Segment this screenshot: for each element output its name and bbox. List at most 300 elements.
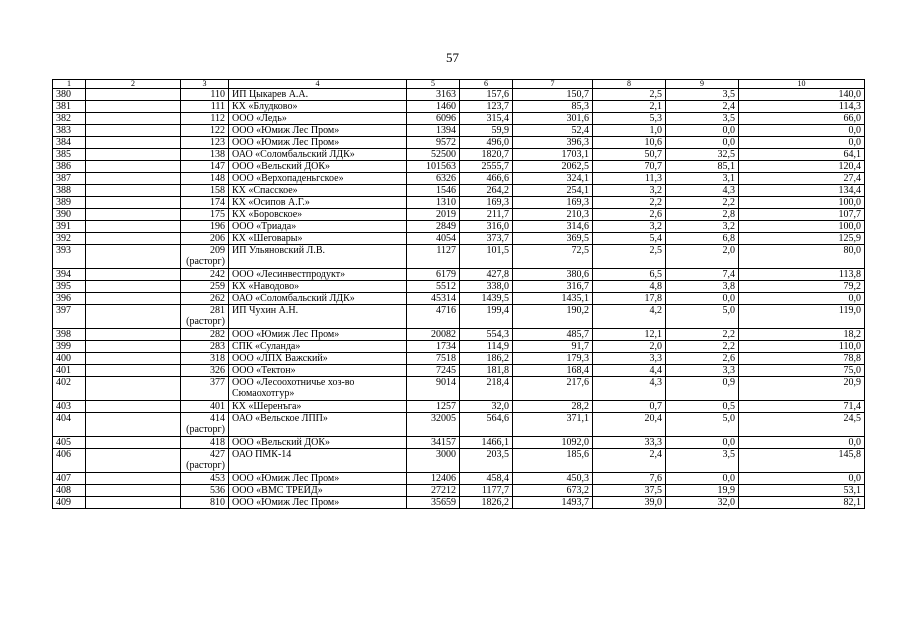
organization-cell: КХ «Блудково» [229, 101, 407, 113]
row-number-cell: 386 [53, 161, 86, 173]
value-cell: 450,3 [513, 473, 593, 485]
empty-cell [86, 341, 181, 353]
value-cell: 0,0 [666, 125, 739, 137]
column-header: 4 [229, 80, 407, 89]
value-cell: 53,1 [739, 485, 865, 497]
value-cell: 11,3 [593, 173, 666, 185]
organization-cell: ОАО «Вельское ЛПП» [229, 413, 407, 437]
organization-cell: ООО «ВМС ТРЕЙД» [229, 485, 407, 497]
value-cell: 2,0 [666, 245, 739, 269]
value-cell: 150,7 [513, 89, 593, 101]
code-cell: 281 (расторг) [181, 305, 229, 329]
value-cell: 0,5 [666, 401, 739, 413]
table-row [53, 173, 865, 185]
value-cell: 110,0 [739, 341, 865, 353]
row-number-cell: 397 [53, 305, 86, 329]
column-header: 2 [86, 80, 181, 89]
value-cell: 134,4 [739, 185, 865, 197]
column-header: 9 [666, 80, 739, 89]
value-cell: 9014 [407, 377, 460, 401]
value-cell: 85,1 [666, 161, 739, 173]
value-cell: 2,0 [593, 341, 666, 353]
row-number-cell: 389 [53, 197, 86, 209]
table-row [53, 89, 865, 101]
empty-cell [86, 401, 181, 413]
organization-cell: КХ «Боровское» [229, 209, 407, 221]
organization-cell: ООО «Юмиж Лес Пром» [229, 137, 407, 149]
value-cell: 2849 [407, 221, 460, 233]
value-cell: 2,1 [593, 101, 666, 113]
page-number: 57 [446, 50, 459, 65]
code-cell: 414 (расторг) [181, 413, 229, 437]
value-cell: 2,6 [666, 353, 739, 365]
value-cell: 1820,7 [460, 149, 513, 161]
code-cell: 283 [181, 341, 229, 353]
empty-cell [86, 233, 181, 245]
organization-cell: ООО «Юмиж Лес Пром» [229, 125, 407, 137]
value-cell: 64,1 [739, 149, 865, 161]
value-cell: 17,8 [593, 293, 666, 305]
empty-cell [86, 137, 181, 149]
organization-cell: ООО «Триада» [229, 221, 407, 233]
row-number-cell: 395 [53, 281, 86, 293]
organization-cell: ИП Ульяновский Л.В. [229, 245, 407, 269]
value-cell: 91,7 [513, 341, 593, 353]
row-number-cell: 385 [53, 149, 86, 161]
value-cell: 0,0 [666, 293, 739, 305]
table-row [53, 221, 865, 233]
value-cell: 100,0 [739, 197, 865, 209]
value-cell: 564,6 [460, 413, 513, 437]
value-cell: 82,1 [739, 497, 865, 509]
organization-cell: ОАО ПМК-14 [229, 449, 407, 473]
value-cell: 0,9 [666, 377, 739, 401]
value-cell: 52500 [407, 149, 460, 161]
row-number-cell: 403 [53, 401, 86, 413]
table-row [53, 149, 865, 161]
value-cell: 369,5 [513, 233, 593, 245]
organization-cell: ООО «Лесинвестпродукт» [229, 269, 407, 281]
value-cell: 12,1 [593, 329, 666, 341]
empty-cell [86, 161, 181, 173]
value-cell: 673,2 [513, 485, 593, 497]
value-cell: 4054 [407, 233, 460, 245]
value-cell: 0,0 [739, 293, 865, 305]
row-number-cell: 388 [53, 185, 86, 197]
row-number-cell: 396 [53, 293, 86, 305]
value-cell: 1177,7 [460, 485, 513, 497]
value-cell: 3,1 [666, 173, 739, 185]
value-cell: 2062,5 [513, 161, 593, 173]
column-header: 7 [513, 80, 593, 89]
value-cell: 2,2 [666, 341, 739, 353]
value-cell: 72,5 [513, 245, 593, 269]
value-cell: 6,5 [593, 269, 666, 281]
value-cell: 145,8 [739, 449, 865, 473]
value-cell: 0,0 [666, 473, 739, 485]
organization-cell: ООО «Вельский ДОК» [229, 437, 407, 449]
table-row [53, 365, 865, 377]
code-cell: 427 (расторг) [181, 449, 229, 473]
value-cell: 119,0 [739, 305, 865, 329]
value-cell: 157,6 [460, 89, 513, 101]
code-cell: 175 [181, 209, 229, 221]
organization-cell: СПК «Суланда» [229, 341, 407, 353]
code-cell: 174 [181, 197, 229, 209]
organization-cell: КХ «Осипов А.Г.» [229, 197, 407, 209]
value-cell: 371,1 [513, 413, 593, 437]
value-cell: 66,0 [739, 113, 865, 125]
table-row [53, 497, 865, 509]
table-row [53, 437, 865, 449]
row-number-cell: 405 [53, 437, 86, 449]
value-cell: 75,0 [739, 365, 865, 377]
row-number-cell: 392 [53, 233, 86, 245]
empty-cell [86, 473, 181, 485]
organization-cell: КХ «Шеговары» [229, 233, 407, 245]
value-cell: 380,6 [513, 269, 593, 281]
value-cell: 1460 [407, 101, 460, 113]
table-row [53, 281, 865, 293]
code-cell: 259 [181, 281, 229, 293]
value-cell: 125,9 [739, 233, 865, 245]
code-cell: 242 [181, 269, 229, 281]
value-cell: 6326 [407, 173, 460, 185]
value-cell: 4716 [407, 305, 460, 329]
value-cell: 19,9 [666, 485, 739, 497]
value-cell: 1703,1 [513, 149, 593, 161]
column-header: 3 [181, 80, 229, 89]
value-cell: 70,7 [593, 161, 666, 173]
empty-cell [86, 173, 181, 185]
empty-cell [86, 101, 181, 113]
value-cell: 4,2 [593, 305, 666, 329]
value-cell: 3,5 [666, 449, 739, 473]
value-cell: 458,4 [460, 473, 513, 485]
code-cell: 123 [181, 137, 229, 149]
code-cell: 138 [181, 149, 229, 161]
value-cell: 5,0 [666, 413, 739, 437]
value-cell: 32005 [407, 413, 460, 437]
organization-cell: ООО «Юмиж Лес Пром» [229, 473, 407, 485]
value-cell: 0,0 [666, 137, 739, 149]
table-row [53, 485, 865, 497]
empty-cell [86, 245, 181, 269]
code-cell: 377 [181, 377, 229, 401]
empty-cell [86, 413, 181, 437]
organization-cell: ООО «Юмиж Лес Пром» [229, 497, 407, 509]
code-cell: 110 [181, 89, 229, 101]
value-cell: 396,3 [513, 137, 593, 149]
value-cell: 101,5 [460, 245, 513, 269]
value-cell: 185,6 [513, 449, 593, 473]
row-number-cell: 400 [53, 353, 86, 365]
value-cell: 7,4 [666, 269, 739, 281]
empty-cell [86, 125, 181, 137]
row-number-cell: 391 [53, 221, 86, 233]
value-cell: 203,5 [460, 449, 513, 473]
row-number-cell: 381 [53, 101, 86, 113]
value-cell: 314,6 [513, 221, 593, 233]
organization-cell: КХ «Шеренъга» [229, 401, 407, 413]
value-cell: 2,2 [593, 197, 666, 209]
value-cell: 3,2 [593, 185, 666, 197]
value-cell: 1734 [407, 341, 460, 353]
value-cell: 4,4 [593, 365, 666, 377]
value-cell: 3000 [407, 449, 460, 473]
empty-cell [86, 89, 181, 101]
value-cell: 32,5 [666, 149, 739, 161]
value-cell: 71,4 [739, 401, 865, 413]
value-cell: 32,0 [460, 401, 513, 413]
row-number-cell: 383 [53, 125, 86, 137]
value-cell: 4,3 [593, 377, 666, 401]
organization-cell: ОАО «Соломбальский ЛДК» [229, 293, 407, 305]
value-cell: 1439,5 [460, 293, 513, 305]
table-row [53, 293, 865, 305]
empty-cell [86, 329, 181, 341]
row-number-cell: 384 [53, 137, 86, 149]
code-cell: 401 [181, 401, 229, 413]
column-number-row [53, 80, 865, 89]
organization-cell: КХ «Спасское» [229, 185, 407, 197]
code-cell: 206 [181, 233, 229, 245]
value-cell: 28,2 [513, 401, 593, 413]
row-number-cell: 402 [53, 377, 86, 401]
value-cell: 210,3 [513, 209, 593, 221]
value-cell: 2,4 [666, 101, 739, 113]
value-cell: 80,0 [739, 245, 865, 269]
code-cell: 196 [181, 221, 229, 233]
column-header: 1 [53, 80, 86, 89]
value-cell: 324,1 [513, 173, 593, 185]
value-cell: 5,3 [593, 113, 666, 125]
value-cell: 32,0 [666, 497, 739, 509]
code-cell: 810 [181, 497, 229, 509]
value-cell: 466,6 [460, 173, 513, 185]
value-cell: 218,4 [460, 377, 513, 401]
value-cell: 85,3 [513, 101, 593, 113]
value-cell: 0,0 [739, 437, 865, 449]
value-cell: 1092,0 [513, 437, 593, 449]
value-cell: 3,8 [666, 281, 739, 293]
row-number-cell: 398 [53, 329, 86, 341]
value-cell: 181,8 [460, 365, 513, 377]
empty-cell [86, 485, 181, 497]
row-number-cell: 390 [53, 209, 86, 221]
code-cell: 122 [181, 125, 229, 137]
value-cell: 211,7 [460, 209, 513, 221]
code-cell: 536 [181, 485, 229, 497]
row-number-cell: 393 [53, 245, 86, 269]
empty-cell [86, 149, 181, 161]
value-cell: 78,8 [739, 353, 865, 365]
value-cell: 3,5 [666, 89, 739, 101]
value-cell: 114,9 [460, 341, 513, 353]
value-cell: 59,9 [460, 125, 513, 137]
row-number-cell: 406 [53, 449, 86, 473]
row-number-cell: 382 [53, 113, 86, 125]
value-cell: 20,4 [593, 413, 666, 437]
value-cell: 0,0 [739, 137, 865, 149]
value-cell: 18,2 [739, 329, 865, 341]
organization-cell: ИП Чухин А.Н. [229, 305, 407, 329]
table-row [53, 341, 865, 353]
table-row [53, 305, 865, 329]
value-cell: 3163 [407, 89, 460, 101]
value-cell: 169,3 [513, 197, 593, 209]
value-cell: 2,6 [593, 209, 666, 221]
value-cell: 338,0 [460, 281, 513, 293]
table-row [53, 101, 865, 113]
value-cell: 1466,1 [460, 437, 513, 449]
value-cell: 2,2 [666, 329, 739, 341]
value-cell: 168,4 [513, 365, 593, 377]
code-cell: 147 [181, 161, 229, 173]
row-number-cell: 408 [53, 485, 86, 497]
organization-cell: ООО «Юмиж Лес Пром» [229, 329, 407, 341]
empty-cell [86, 449, 181, 473]
value-cell: 485,7 [513, 329, 593, 341]
empty-cell [86, 197, 181, 209]
value-cell: 7,6 [593, 473, 666, 485]
code-cell: 158 [181, 185, 229, 197]
table-row [53, 161, 865, 173]
value-cell: 34157 [407, 437, 460, 449]
empty-cell [86, 185, 181, 197]
value-cell: 20,9 [739, 377, 865, 401]
empty-cell [86, 209, 181, 221]
value-cell: 24,5 [739, 413, 865, 437]
value-cell: 2,8 [666, 209, 739, 221]
organization-cell: ООО «Тектон» [229, 365, 407, 377]
value-cell: 1394 [407, 125, 460, 137]
value-cell: 140,0 [739, 89, 865, 101]
table-row [53, 269, 865, 281]
value-cell: 3,2 [593, 221, 666, 233]
value-cell: 169,3 [460, 197, 513, 209]
value-cell: 79,2 [739, 281, 865, 293]
value-cell: 37,5 [593, 485, 666, 497]
value-cell: 554,3 [460, 329, 513, 341]
value-cell: 114,3 [739, 101, 865, 113]
value-cell: 315,4 [460, 113, 513, 125]
value-cell: 254,1 [513, 185, 593, 197]
value-cell: 101563 [407, 161, 460, 173]
value-cell: 7245 [407, 365, 460, 377]
value-cell: 50,7 [593, 149, 666, 161]
table-row [53, 329, 865, 341]
empty-cell [86, 365, 181, 377]
organization-cell: ООО «Лесоохотничье хоз-во Сюмаохотгур» [229, 377, 407, 401]
empty-cell [86, 305, 181, 329]
value-cell: 2,5 [593, 245, 666, 269]
code-cell: 282 [181, 329, 229, 341]
empty-cell [86, 221, 181, 233]
value-cell: 199,4 [460, 305, 513, 329]
value-cell: 45314 [407, 293, 460, 305]
row-number-cell: 404 [53, 413, 86, 437]
table-row [53, 401, 865, 413]
value-cell: 1127 [407, 245, 460, 269]
row-number-cell: 380 [53, 89, 86, 101]
value-cell: 35659 [407, 497, 460, 509]
table-row [53, 473, 865, 485]
table-row [53, 413, 865, 437]
empty-cell [86, 377, 181, 401]
table-row [53, 449, 865, 473]
empty-cell [86, 113, 181, 125]
value-cell: 0,0 [739, 473, 865, 485]
value-cell: 264,2 [460, 185, 513, 197]
value-cell: 373,7 [460, 233, 513, 245]
organization-cell: ООО «Ледь» [229, 113, 407, 125]
value-cell: 190,2 [513, 305, 593, 329]
value-cell: 2,4 [593, 449, 666, 473]
value-cell: 27,4 [739, 173, 865, 185]
value-cell: 33,3 [593, 437, 666, 449]
code-cell: 112 [181, 113, 229, 125]
value-cell: 0,7 [593, 401, 666, 413]
row-number-cell: 387 [53, 173, 86, 185]
value-cell: 0,0 [739, 125, 865, 137]
value-cell: 0,0 [666, 437, 739, 449]
organization-cell: ОАО «Соломбальский ЛДК» [229, 149, 407, 161]
empty-cell [86, 269, 181, 281]
code-cell: 148 [181, 173, 229, 185]
value-cell: 120,4 [739, 161, 865, 173]
value-cell: 20082 [407, 329, 460, 341]
value-cell: 217,6 [513, 377, 593, 401]
value-cell: 5,0 [666, 305, 739, 329]
value-cell: 4,8 [593, 281, 666, 293]
column-header: 8 [593, 80, 666, 89]
value-cell: 1493,7 [513, 497, 593, 509]
row-number-cell: 394 [53, 269, 86, 281]
value-cell: 1546 [407, 185, 460, 197]
code-cell: 111 [181, 101, 229, 113]
empty-cell [86, 353, 181, 365]
value-cell: 6179 [407, 269, 460, 281]
value-cell: 39,0 [593, 497, 666, 509]
code-cell: 326 [181, 365, 229, 377]
value-cell: 301,6 [513, 113, 593, 125]
value-cell: 4,3 [666, 185, 739, 197]
value-cell: 5,4 [593, 233, 666, 245]
column-header: 10 [739, 80, 865, 89]
code-cell: 453 [181, 473, 229, 485]
value-cell: 3,3 [593, 353, 666, 365]
table-row [53, 353, 865, 365]
value-cell: 12406 [407, 473, 460, 485]
value-cell: 27212 [407, 485, 460, 497]
value-cell: 1826,2 [460, 497, 513, 509]
table-row [53, 113, 865, 125]
value-cell: 179,3 [513, 353, 593, 365]
empty-cell [86, 497, 181, 509]
value-cell: 2019 [407, 209, 460, 221]
value-cell: 186,2 [460, 353, 513, 365]
empty-cell [86, 437, 181, 449]
value-cell: 5512 [407, 281, 460, 293]
value-cell: 496,0 [460, 137, 513, 149]
value-cell: 9572 [407, 137, 460, 149]
organization-cell: КХ «Наводово» [229, 281, 407, 293]
table-row [53, 233, 865, 245]
table-row [53, 125, 865, 137]
value-cell: 2555,7 [460, 161, 513, 173]
column-header: 6 [460, 80, 513, 89]
